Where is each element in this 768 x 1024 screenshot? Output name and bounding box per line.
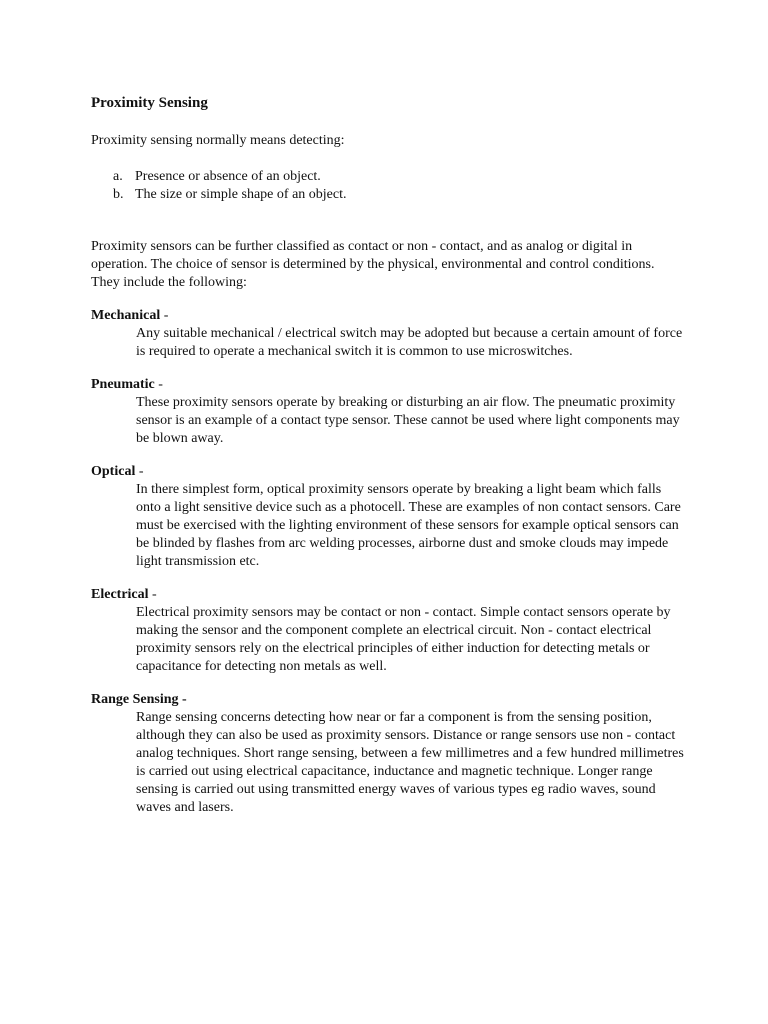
document-page [91, 94, 691, 832]
section-body: In there simplest form, optical proximity sensors operate by breaking a light beam which falls onto a light sensitive device such as a photocell. These are examples of non contact sensors. Care must be exercised with the lighting environment of these sensors for example optical sensors can be blinded by flashes from arc welding processes, airborne dust and smoke clouds may impede light transmission etc. [136, 482, 681, 569]
list-item-text: Presence or absence of an object. [135, 169, 321, 184]
section-dash: - [160, 308, 169, 323]
section-term: Electrical [91, 587, 149, 602]
list-item [113, 168, 691, 186]
section-pneumatic [91, 376, 691, 448]
page-title: Proximity Sensing [91, 95, 208, 111]
section-mechanical [91, 307, 691, 361]
section-term: Optical [91, 464, 136, 479]
section-heading [91, 376, 691, 394]
section-heading [91, 307, 691, 325]
list-marker: a. [113, 169, 123, 184]
section-term: Range Sensing - [91, 692, 187, 707]
list-marker: b. [113, 187, 124, 202]
section-dash: - [135, 464, 144, 479]
list-item-text: The size or simple shape of an object. [135, 187, 347, 202]
list-item [113, 186, 691, 204]
section-term: Mechanical [91, 308, 161, 323]
section-range-sensing [91, 691, 691, 817]
section-heading [91, 586, 691, 604]
detection-list [91, 168, 691, 204]
intro-text: Proximity sensing normally means detecting: [91, 133, 345, 148]
section-dash: - [148, 587, 157, 602]
section-term: Pneumatic [91, 377, 155, 392]
section-heading [91, 691, 691, 709]
section-electrical [91, 586, 691, 676]
section-body: These proximity sensors operate by breaking or disturbing an air flow. The pneumatic proximity sensor is an example of a contact type sensor. These cannot be used where light components may be blown away. [136, 395, 680, 446]
section-body: Any suitable mechanical / electrical switch may be adopted but because a certain amount of force is required to operate a mechanical switch it is common to use microswitches. [136, 326, 683, 359]
section-body: Range sensing concerns detecting how near or far a component is from the sensing position, although they can also be used as proximity sensors. Distance or range sensors use non - contact analog techniques. Short range sensing, between a few millimetres and a few hundred millimetres is carried out using electrical capacitance, inductance and magnetic technique. Longer range sensing is carried out using transmitted energy waves of various types eg radio waves, sound waves and lasers. [136, 710, 684, 815]
section-optical [91, 463, 691, 571]
section-body: Electrical proximity sensors may be contact or non - contact. Simple contact sensors operate by making the sensor and the component complete an electrical circuit. Non - contact electrical proximity sensors rely on the electrical principles of either induction for detecting metals or capacitance for detecting non metals as well. [136, 605, 671, 674]
classification-paragraph: Proximity sensors can be further classified as contact or non - contact, and as analog or digital in operation. The choice of sensor is determined by the physical, environmental and control conditions. They include the following: [91, 239, 655, 290]
section-dash: - [154, 377, 163, 392]
section-heading [91, 463, 691, 481]
